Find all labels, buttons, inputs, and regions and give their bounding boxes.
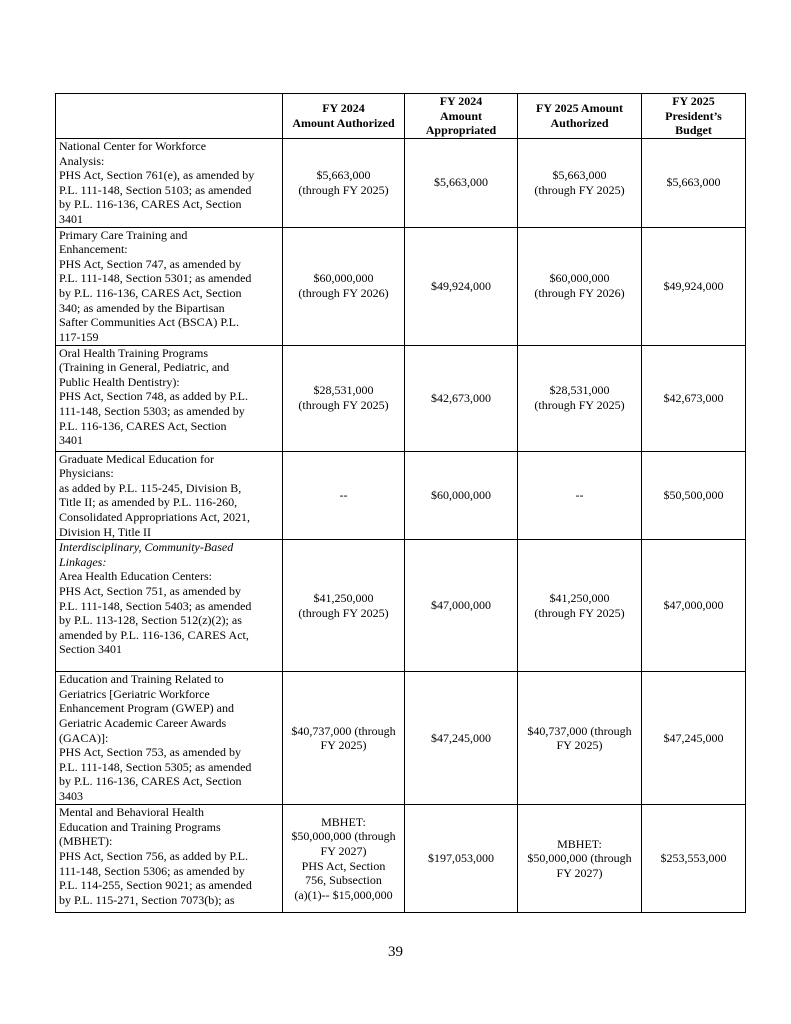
cell-line: Amount Authorized — [292, 116, 395, 130]
cell-line: $197,053,000 — [428, 851, 494, 866]
cell-line: FY 2025) — [320, 738, 367, 753]
cell-line: $40,737,000 (through — [291, 723, 396, 738]
program-cell — [56, 805, 283, 913]
cell-line: Geriatric Academic Career Awards — [59, 715, 227, 730]
cell-line: Education and Training Programs — [59, 819, 221, 834]
cell-line: Title II; as amended by P.L. 116-260, — [59, 495, 238, 510]
cell-line: Linkages: — [59, 554, 107, 569]
table-row — [56, 227, 746, 345]
cell-line: (MBHET): — [59, 834, 113, 849]
cell-line: by P.L. 115-271, Section 7073(b); as — [59, 892, 235, 907]
cell-line: President’s — [665, 108, 722, 123]
cell-line: PHS Act, Section 756, as added by P.L. — [59, 848, 248, 863]
fy2024-appropriated-cell — [405, 345, 518, 451]
cell-line: Appropriated — [425, 123, 497, 138]
cell-line: Mental and Behavioral Health — [59, 805, 204, 820]
cell-line: 756, Subsection — [305, 873, 382, 888]
cell-line: Interdisciplinary, Community-Based — [59, 540, 234, 555]
fy2025-authorized-cell — [518, 345, 642, 451]
cell-line: $49,924,000 — [431, 278, 491, 293]
fy2024-appropriated-cell — [405, 451, 518, 540]
table-row — [56, 139, 746, 228]
cell-line: $47,245,000 — [431, 730, 491, 745]
cell-line: FY 2025 Amount — [536, 101, 623, 116]
cell-line: (through FY 2025) — [534, 398, 625, 413]
cell-line: by P.L. 116-136, CARES Act, Section — [59, 774, 242, 789]
cell-line: P.L. 111-148, Section 5305; as amended — [59, 759, 252, 774]
fy2024-appropriated-cell — [405, 540, 518, 672]
fy2025-budget-cell — [642, 672, 746, 805]
fy2024-authorized-cell — [283, 227, 405, 345]
cell-line: $47,000,000 — [431, 598, 491, 613]
header-program — [56, 94, 283, 139]
cell-line: PHS Act, Section 753, as amended by — [59, 745, 241, 760]
cell-line: Enhancement Program (GWEP) and — [59, 701, 234, 716]
fy2024-authorized-cell — [283, 672, 405, 805]
fy2024-appropriated-cell — [405, 139, 518, 228]
cell-line: 111-148, Section 5306; as amended by — [59, 863, 245, 878]
cell-line: (through FY 2025) — [298, 605, 389, 620]
cell-line: (through FY 2025) — [298, 182, 389, 197]
fy2024-authorized-cell — [283, 540, 405, 672]
cell-line: Area Health Education Centers: — [59, 569, 212, 584]
cell-line: Section 3401 — [59, 642, 122, 657]
cell-line: 340; as amended by the Bipartisan — [59, 300, 225, 315]
cell-line: FY 2027) — [556, 865, 603, 880]
cell-line: -- — [339, 488, 348, 503]
cell-line: (Training in General, Pediatric, and — [59, 360, 230, 375]
cell-line: MBHET: — [557, 836, 602, 851]
cell-line: (through FY 2025) — [534, 182, 625, 197]
cell-line: Geriatrics [Geriatric Workforce — [59, 686, 210, 701]
program-cell — [56, 227, 283, 345]
cell-line: amended by P.L. 116-136, CARES Act, — [59, 627, 249, 642]
fy2024-appropriated-cell — [405, 805, 518, 913]
authorization-table — [55, 93, 746, 913]
program-cell — [56, 139, 283, 228]
cell-line: $50,000,000 (through — [291, 829, 396, 844]
fy2025-budget-cell — [642, 227, 746, 345]
table-row — [56, 540, 746, 672]
fy2025-budget-cell — [642, 451, 746, 540]
header-fy2024-appropriated — [405, 94, 518, 139]
cell-line: $28,531,000 — [549, 383, 610, 398]
cell-line: (through FY 2025) — [298, 398, 389, 413]
program-cell — [56, 451, 283, 540]
cell-line: P.L. 111-148, Section 5301; as amended — [59, 271, 252, 286]
cell-line: P.L. 116-136, CARES Act, Section — [59, 418, 227, 433]
fy2025-authorized-cell — [518, 139, 642, 228]
table-body — [56, 139, 746, 913]
cell-line: 3401 — [59, 433, 83, 448]
fy2025-budget-cell — [642, 805, 746, 913]
cell-line: Division H, Title II — [59, 524, 152, 539]
cell-line: $60,000,000 — [431, 488, 491, 503]
cell-line: PHS Act, Section 748, as added by P.L. — [59, 389, 248, 404]
cell-line: PHS Act, Section 761(e), as amended by — [59, 168, 255, 183]
cell-line: Education and Training Related to — [59, 672, 224, 687]
cell-line: P.L. 111-148, Section 5103; as amended — [59, 182, 252, 197]
cell-line: National Center for Workforce — [59, 139, 207, 153]
cell-line: $28,531,000 — [313, 383, 374, 398]
cell-line: -- — [575, 488, 584, 503]
cell-line: FY 2025) — [556, 738, 603, 753]
cell-line: Physicians: — [59, 466, 114, 481]
fy2025-budget-cell — [642, 345, 746, 451]
cell-line: PHS Act, Section — [301, 858, 386, 873]
cell-line: FY 2024 — [322, 101, 365, 116]
cell-line: $50,000,000 (through — [527, 851, 632, 866]
program-cell — [56, 672, 283, 805]
table-row — [56, 345, 746, 451]
fy2024-authorized-cell — [283, 805, 405, 913]
cell-line: $40,737,000 (through — [527, 723, 632, 738]
cell-line: FY 2027) — [320, 844, 367, 859]
fy2025-authorized-cell — [518, 451, 642, 540]
cell-line: $50,500,000 — [663, 488, 724, 503]
cell-line: (through FY 2026) — [298, 286, 389, 301]
cell-line: $5,663,000 — [552, 168, 607, 183]
program-cell — [56, 345, 283, 451]
cell-line: PHS Act, Section 751, as amended by — [59, 583, 241, 598]
cell-line: (GACA)]: — [59, 730, 109, 745]
cell-line: $47,245,000 — [663, 730, 724, 745]
fy2025-authorized-cell — [518, 227, 642, 345]
cell-line: Enhancement: — [59, 242, 128, 257]
cell-line: Oral Health Training Programs — [59, 345, 208, 360]
cell-line: 3403 — [59, 788, 83, 803]
cell-line: by P.L. 116-136, CARES Act, Section — [59, 197, 242, 212]
header-fy2025-authorized — [518, 94, 642, 139]
cell-line: $42,673,000 — [431, 390, 491, 405]
cell-line: by P.L. 116-136, CARES Act, Section — [59, 285, 242, 300]
cell-line: P.L. 114-255, Section 9021; as amended — [59, 878, 252, 893]
fy2024-appropriated-cell — [405, 227, 518, 345]
cell-line: $47,000,000 — [663, 598, 724, 613]
cell-line: (through FY 2026) — [534, 286, 625, 301]
cell-line: 111-148, Section 5303; as amended by — [59, 403, 245, 418]
table-row — [56, 805, 746, 913]
cell-line: $41,250,000 — [549, 591, 610, 606]
cell-line: Public Health Dentistry): — [59, 374, 180, 389]
cell-line: $49,924,000 — [663, 278, 724, 293]
cell-line: Graduate Medical Education for — [59, 451, 214, 466]
fy2024-authorized-cell — [283, 139, 405, 228]
fy2025-authorized-cell — [518, 672, 642, 805]
cell-line: by P.L. 113-128, Section 512(z)(2); as — [59, 613, 242, 628]
header-fy2024-authorized — [283, 94, 405, 139]
fy2024-appropriated-cell — [405, 672, 518, 805]
cell-line: $42,673,000 — [663, 390, 724, 405]
table-row — [56, 672, 746, 805]
cell-line: Safter Communities Act (BSCA) P.L. — [59, 315, 239, 330]
fy2025-authorized-cell — [518, 805, 642, 913]
cell-line: $41,250,000 — [313, 591, 374, 606]
cell-line: Budget — [675, 123, 712, 138]
cell-line: Analysis: — [59, 153, 105, 168]
cell-line: $5,663,000 — [434, 175, 488, 190]
program-cell — [56, 540, 283, 672]
cell-line: $5,663,000 — [666, 175, 721, 190]
fy2025-budget-cell — [642, 540, 746, 672]
table-row — [56, 451, 746, 540]
cell-line: MBHET: — [321, 814, 366, 829]
cell-line: Consolidated Appropriations Act, 2021, — [59, 509, 250, 524]
fy2025-budget-cell — [642, 139, 746, 228]
cell-line: PHS Act, Section 747, as amended by — [59, 256, 241, 271]
cell-line: $60,000,000 — [549, 271, 610, 286]
cell-line: 117-159 — [59, 329, 99, 344]
fy2024-authorized-cell — [283, 345, 405, 451]
cell-line: 3401 — [59, 211, 83, 226]
cell-line: FY 2024 — [439, 94, 483, 109]
cell-line: FY 2025 — [672, 94, 715, 109]
cell-line: Primary Care Training and — [59, 227, 188, 242]
cell-line: $253,553,000 — [660, 851, 727, 866]
cell-line: $60,000,000 — [313, 271, 374, 286]
cell-line: $5,663,000 — [316, 168, 371, 183]
fy2025-authorized-cell — [518, 540, 642, 672]
cell-line: (through FY 2025) — [534, 605, 625, 620]
fy2024-authorized-cell — [283, 451, 405, 540]
page-number: 39 — [388, 944, 403, 960]
cell-line: as added by P.L. 115-245, Division B, — [59, 480, 242, 495]
cell-line: Amount — [439, 108, 482, 123]
header-fy2025-budget — [642, 94, 746, 139]
cell-line: (a)(1)-- $15,000,000 — [294, 887, 393, 902]
cell-line: P.L. 111-148, Section 5403; as amended — [59, 598, 252, 613]
header-row — [56, 94, 746, 139]
cell-line: Authorized — [550, 116, 609, 130]
